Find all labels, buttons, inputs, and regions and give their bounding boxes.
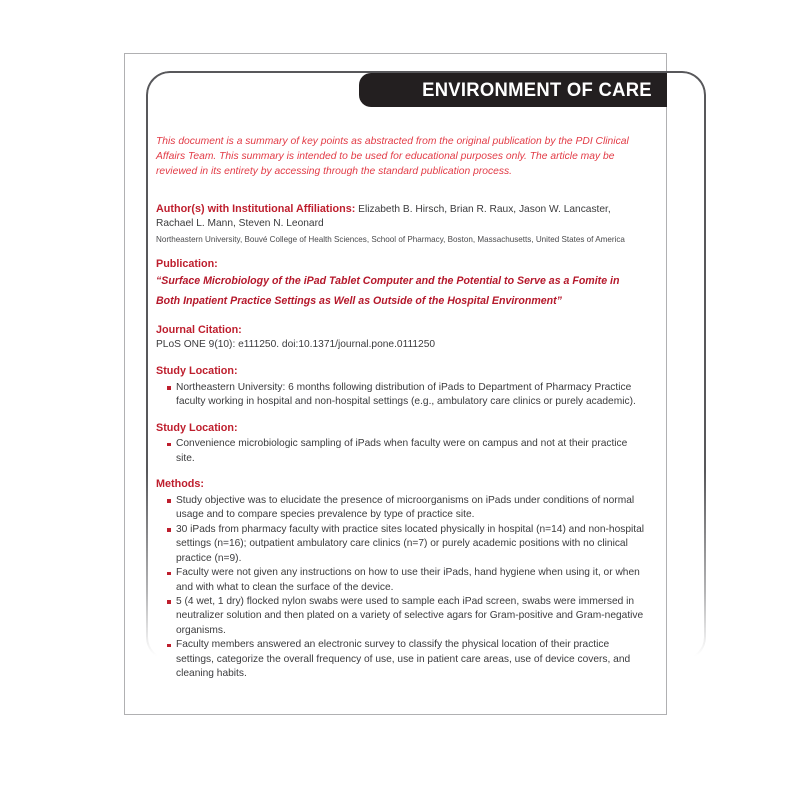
publication-section — [156, 257, 646, 312]
methods-heading: Methods: — [156, 478, 204, 491]
authors-heading: Author(s) with Institutional Affiliations: — [156, 202, 356, 215]
study-location-bullet-list-2 — [156, 437, 646, 466]
authors-affiliation: Northeastern University, Bouvé College of Health Sciences, School of Pharmacy, Boston, Massachusetts, United States of America — [156, 234, 625, 244]
list-item: 30 iPads from pharmacy faculty with practice sites located physically in hospital (n=14) and non-hospital settings (n=16); outpatient ambulatory care clinics (n=7) or purely academic positions with no clinical practice (n=9). — [167, 523, 646, 566]
list-item: Convenience microbiologic sampling of iPads when faculty were on campus and not at their practice site. — [167, 437, 646, 466]
authors-names: Elizabeth B. Hirsch, Brian R. Raux, Jason W. Lancaster, Rachael L. Mann, Steven N. Leonard — [156, 203, 611, 230]
journal-citation-heading: Journal Citation: — [156, 323, 242, 336]
study-location-section-2 — [156, 421, 646, 467]
document-page — [124, 53, 667, 715]
study-location-heading: Study Location: — [156, 364, 238, 377]
study-location-bullet-list — [156, 381, 646, 410]
study-location-section — [156, 364, 646, 410]
list-item: 5 (4 wet, 1 dry) flocked nylon swabs were used to sample each iPad screen, swabs were immersed in neutralizer solution and then plated on a variety of selective agars for Gram-positive and Gram-negative organisms. — [167, 595, 646, 638]
journal-citation-section — [156, 323, 646, 353]
intro-disclaimer-note: This document is a summary of key points as abstracted from the original publication by the PDI Clinical Affairs Team. This summary is intended to be used for educational purposes only. The article may be reviewed in its entirety by accessing through the standard publication process. — [156, 136, 629, 177]
methods-bullet-list — [156, 494, 646, 682]
list-item: Faculty members answered an electronic survey to classify the physical location of their practice settings, categorize the overall frequency of use, use in patient care areas, use of device covers, and cleaning habits. — [167, 638, 646, 681]
authors-section — [156, 202, 646, 246]
header-banner — [359, 73, 667, 107]
authors-line — [156, 202, 646, 232]
document-body — [156, 135, 646, 682]
study-location-heading-2: Study Location: — [156, 421, 238, 434]
list-item: Study objective was to elucidate the presence of microorganisms on iPads under conditions of normal usage and to compare species prevalence by type of practice site. — [167, 494, 646, 523]
publication-heading: Publication: — [156, 257, 218, 270]
list-item: Northeastern University: 6 months following distribution of iPads to Department of Pharmacy Practice faculty working in hospital and non-hospital settings (e.g., ambulatory care clinics or purely academic). — [167, 381, 646, 410]
header-banner-title: ENVIRONMENT OF CARE — [422, 79, 652, 101]
publication-title: “Surface Microbiology of the iPad Tablet Computer and the Potential to Serve as a Fomite in Both Inpatient Practice Settings as Well as Outside of the Hospital Environment” — [156, 275, 620, 308]
journal-citation-value: PLoS ONE 9(10): e111250. doi:10.1371/journal.pone.0111250 — [156, 339, 436, 351]
list-item: Faculty were not given any instructions on how to use their iPads, hand hygiene when using it, or when and with what to clean the surface of the device. — [167, 566, 646, 595]
methods-section — [156, 477, 646, 682]
